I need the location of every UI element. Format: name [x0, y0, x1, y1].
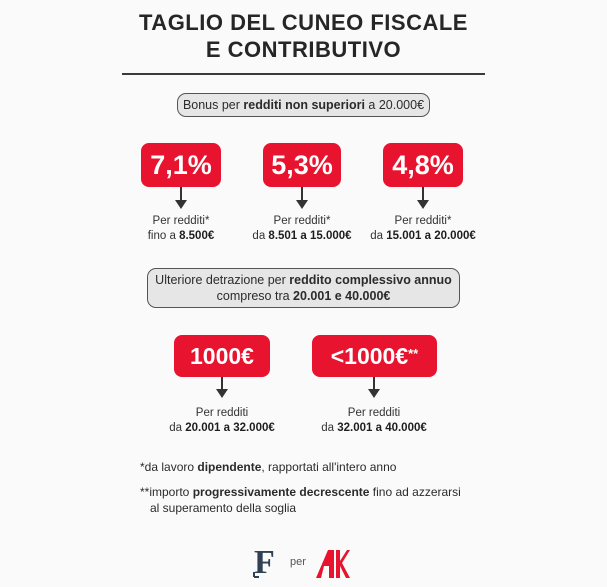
arrow-2 — [301, 187, 303, 201]
caption-range: 8.501 a 15.000€ — [268, 230, 352, 242]
f-logo-icon — [252, 542, 280, 580]
arrow-3 — [422, 187, 424, 201]
caption-label: Per redditi* — [273, 215, 331, 227]
arrowhead-1 — [175, 200, 187, 209]
detraction-text: Ulteriore detrazione per — [155, 273, 290, 287]
rate-badge-2: 5,3% — [263, 143, 341, 187]
caption-label: Per redditi* — [394, 215, 452, 227]
caption-label: Per redditi — [347, 407, 401, 419]
caption-prefix: da — [252, 230, 269, 242]
bonus-caption-3 — [343, 214, 503, 244]
arrowhead-3 — [417, 200, 429, 209]
detraction-caption-2 — [294, 406, 454, 436]
amount-value: <1000€ — [330, 343, 409, 369]
detraction-info-box — [147, 268, 460, 308]
footnote-2 — [140, 484, 461, 516]
note-bold: progressivamente decrescente — [192, 485, 370, 499]
caption-prefix: da — [321, 422, 338, 434]
note-text: **importo — [140, 485, 193, 499]
arrow-1 — [180, 187, 182, 201]
caption-prefix: fino a — [147, 230, 180, 242]
caption-range: 20.001 a 32.000€ — [185, 422, 275, 434]
page-title-line2: E CONTRIBUTIVO — [205, 37, 402, 62]
note-bold: dipendente — [197, 460, 262, 474]
footer-per: per — [290, 556, 306, 568]
rate-badge-3: 4,8% — [383, 143, 463, 187]
caption-label: Per redditi* — [152, 215, 210, 227]
f-logo-text: F — [254, 544, 275, 580]
arrowhead-2 — [296, 200, 308, 209]
ak-logo-text: AK — [316, 548, 318, 549]
detraction-text-2-bold: 20.001 e 40.000€ — [293, 289, 391, 303]
title-divider — [122, 73, 485, 75]
amount-badge-1 — [174, 335, 270, 377]
amount-badge-2 — [312, 335, 437, 377]
bonus-text-end: a 20.000€ — [364, 98, 425, 112]
note-text-end: , rapportati all'intero anno — [261, 460, 397, 474]
detraction-text-2: compreso tra — [216, 289, 294, 303]
arrowhead-5 — [368, 389, 380, 398]
bonus-text: Bonus per — [182, 98, 244, 112]
bonus-info-box — [177, 93, 430, 117]
page-title-line1: TAGLIO DEL CUNEO FISCALE — [139, 10, 468, 35]
footnote-1 — [140, 459, 396, 475]
bonus-text-bold: redditi non superiori — [243, 98, 365, 112]
detraction-text-bold: reddito complessivo annuo — [289, 273, 452, 287]
caption-prefix: da — [370, 230, 387, 242]
caption-range: 15.001 a 20.000€ — [386, 230, 476, 242]
note-text-end: fino ad azzerarsi — [369, 485, 461, 499]
caption-label: Per redditi — [195, 407, 249, 419]
caption-range: 8.500€ — [179, 230, 215, 242]
rate-badge-1: 7,1% — [141, 143, 221, 187]
amount-footnote-mark: ** — [408, 346, 419, 361]
caption-prefix: da — [169, 422, 186, 434]
arrowhead-4 — [216, 389, 228, 398]
detraction-caption-1 — [142, 406, 302, 436]
caption-range: 32.001 a 40.000€ — [337, 422, 427, 434]
note-text-line2: al superamento della soglia — [150, 501, 297, 515]
note-text: *da lavoro — [140, 460, 198, 474]
amount-value: 1000€ — [190, 343, 254, 369]
ak-logo-icon — [316, 548, 350, 578]
